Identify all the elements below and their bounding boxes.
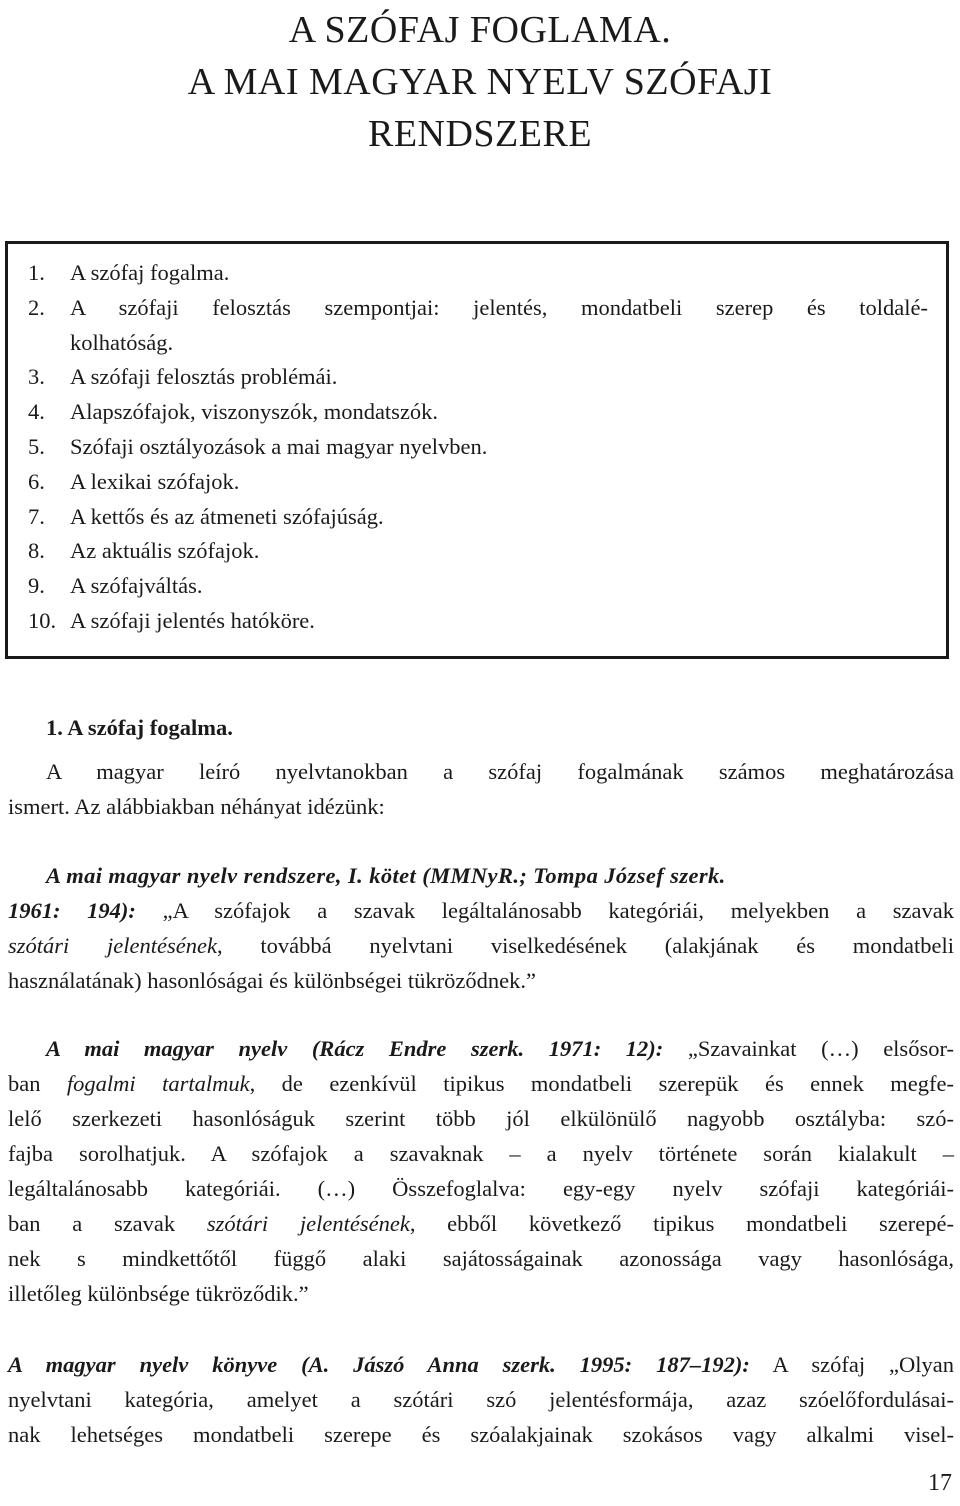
toc-text: A szófaj fogalma. xyxy=(70,260,230,285)
quote-line: ban fogalmi tartalmuk, de ezenkívül tipikus mondatbeli szerepük és ennek megfe- xyxy=(8,1071,954,1096)
quote-jaszo xyxy=(8,1347,954,1452)
toc-number: 2. xyxy=(28,294,45,320)
toc-number: 7. xyxy=(28,503,45,529)
quote-text: „Szavainkat (…) elsősor- xyxy=(663,1036,954,1061)
intro-line: ismert. Az alábbiakban néhányat idézünk: xyxy=(8,794,385,819)
quote-line: legáltalánosabb kategóriái. (…) Összefoglalva: egy-egy nyelv szófaji kategóriái- xyxy=(8,1176,954,1201)
quote-line xyxy=(8,893,954,928)
quote-line xyxy=(8,928,954,963)
title-line-3: RENDSZERE xyxy=(367,113,593,155)
toc-item xyxy=(28,291,928,326)
page-number: 17 xyxy=(928,1470,952,1496)
quote-mmnyr xyxy=(8,858,954,998)
quote-emphasis: szótári jelentésének xyxy=(206,1211,410,1236)
table-of-contents-box xyxy=(5,241,949,659)
toc-item xyxy=(28,360,928,395)
quote-emphasis: fogalmi tartalmuk xyxy=(66,1071,250,1096)
toc-text: Szófaji osztályozások a mai magyar nyelvben. xyxy=(70,433,488,459)
toc-number: 6. xyxy=(28,468,45,494)
toc-text: A szófaji felosztás problémái. xyxy=(70,364,338,390)
quote-line: illetőleg különbsége tükröződik.” xyxy=(8,1281,309,1306)
section-intro xyxy=(8,754,954,824)
quote-line: nek s mindkettőtől függő alaki sajátosságainak azonossága vagy hasonlósága, xyxy=(8,1246,954,1271)
quote-line: lelő szerkezeti hasonlóságuk szerint több jól elkülönülő nagyobb osztályba: szó- xyxy=(8,1106,954,1131)
quote-line: fajba sorolhatjuk. A szófajok a szavaknak – a nyelv története során kialakult – xyxy=(8,1141,954,1166)
section-heading: 1. A szófaj fogalma. xyxy=(46,715,233,740)
page-title xyxy=(0,4,960,160)
quote-line: nyelvtani kategória, amelyet a szótári szó jelentésformája, azaz szóelőfordulásai- xyxy=(8,1387,954,1412)
quote-source: A mai magyar nyelv (Rácz Endre szerk. 1971: 12): xyxy=(46,1036,664,1061)
toc-number: 5. xyxy=(28,433,45,459)
toc-item xyxy=(28,395,928,430)
quote-line: nak lehetséges mondatbeli szerepe és szóalakjainak szokásos vagy alkalmi visel- xyxy=(8,1422,954,1447)
toc-number: 10. xyxy=(28,607,57,633)
toc-item xyxy=(28,534,928,569)
quote-source: A mai magyar nyelv rendszere, I. kötet (MMNyR.; Tompa József szerk. xyxy=(46,863,726,888)
toc-text: A kettős és az átmeneti szófajúság. xyxy=(70,503,384,529)
toc-number: 3. xyxy=(28,364,45,390)
toc-item xyxy=(28,604,928,639)
toc-item xyxy=(28,465,928,500)
quote-text: „A szófajok a szavak legáltalánosabb kategóriái, melyekben a szavak xyxy=(135,898,954,923)
intro-line: A magyar leíró nyelvtanokban a szófaj fogalmának számos meghatározása xyxy=(46,759,954,784)
toc-item xyxy=(28,569,928,604)
toc-item xyxy=(28,430,928,465)
quote-line xyxy=(8,1347,954,1382)
toc-number: 1. xyxy=(28,260,45,285)
toc-text: kolhatóság. xyxy=(70,329,174,355)
toc-item-continuation xyxy=(28,326,928,361)
title-line-2: A MAI MAGYAR NYELV SZÓFAJI xyxy=(187,61,773,103)
quote-line: használatának) hasonlóságai és különbségei tükröződnek.” xyxy=(8,968,536,993)
toc-text: A szófaji jelentés hatóköre. xyxy=(70,607,315,633)
toc-number: 8. xyxy=(28,538,45,564)
toc-text: A lexikai szófajok. xyxy=(70,468,240,494)
quote-emphasis: szótári jelentésének xyxy=(8,933,217,958)
toc-number: 9. xyxy=(28,573,45,599)
table-of-contents xyxy=(28,256,928,639)
toc-text: Az aktuális szófajok. xyxy=(70,538,260,564)
quote-line: ban a szavak szótári jelentésének, ebből következő tipikus mondatbeli szerepé- xyxy=(8,1211,954,1236)
quote-text: , továbbá nyelvtani viselkedésének (alakjának és mondatbeli xyxy=(216,933,954,958)
quote-racz xyxy=(8,1031,954,1311)
quote-source: A magyar nyelv könyve (A. Jászó Anna szerk. 1995: 187–192): xyxy=(8,1352,750,1377)
toc-text: Alapszófajok, viszonyszók, mondatszók. xyxy=(70,399,439,425)
title-line-1: A SZÓFAJ FOGLAMA. xyxy=(288,9,672,51)
toc-item xyxy=(28,256,928,291)
toc-text: A szófaji felosztás szempontjai: jelentés, mondatbeli szerep és toldalé- xyxy=(70,294,928,320)
quote-line xyxy=(8,1031,954,1066)
quote-source-year: 1961: 194): xyxy=(8,898,136,923)
toc-item xyxy=(28,500,928,535)
toc-number: 4. xyxy=(28,399,45,425)
toc-text: A szófajváltás. xyxy=(70,573,203,599)
quote-text: A szófaj „Olyan xyxy=(749,1352,954,1377)
